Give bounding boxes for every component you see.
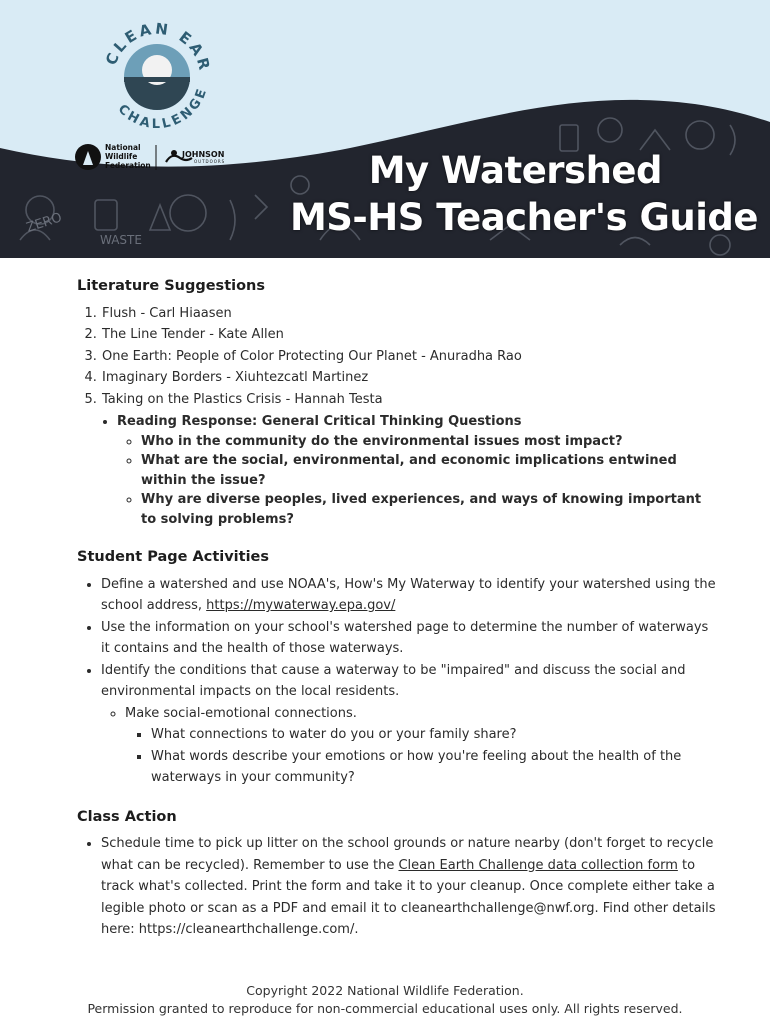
literature-heading: Literature Suggestions: [77, 278, 266, 294]
list-item: 3. One Earth: People of Color Protecting Our Planet - Anuradha Rao: [101, 346, 717, 368]
reading-response: [117, 412, 717, 529]
nwf-name-line2: Wildlife: [105, 152, 138, 161]
title-line-2: MS-HS Teacher's Guide: [289, 196, 758, 239]
permission-text: Permission granted to reproduce for non-commercial educational uses only. All rights reserved.: [87, 1001, 683, 1016]
list-item: • Use the information on your school's watershed page to determine the number of waterways it contains and the health of those waterways.: [101, 617, 717, 660]
class-action-heading: Class Action: [77, 808, 177, 825]
list-item: • Identify the conditions that cause a waterway to be "impaired" and discuss the social and environmental impacts on the local residents. ◦ Make social-emotional connections. ▪ What connections to water do you or your family share? ▪ What words describe your emotions or how you're feeling about the health of the waterways in your community?: [101, 660, 717, 789]
list-item: 2. The Line Tender - Kate Allen: [101, 324, 717, 346]
list-item: ◦ What are the social, environmental, and economic implications entwined within the issue?: [141, 451, 717, 490]
list-item: • Schedule time to pick up litter on the school grounds or nature nearby (don't forget to recycle what can be recycled). Remember to use the Clean Earth Challenge data collection form to track what's collected. Print the form and take it to your cleanup. Once complete either take a legible photo or scan as a PDF and email it to cleanearthchallenge@nwf.org. Find other details here: https://cleanearthchallenge.com/.: [101, 833, 717, 941]
list-item: ◦ Who in the community do the environmental issues most impact?: [141, 432, 717, 452]
nwf-name-line3: Federation: [105, 161, 151, 170]
list-item: ▪ What connections to water do you or your family share?: [151, 724, 717, 746]
student-heading: Student Page Activities: [77, 549, 270, 565]
nwf-name-line1: National: [105, 143, 141, 152]
page-title: [290, 148, 758, 242]
main-content: [77, 276, 717, 941]
mywaterway-link[interactable]: https://mywaterway.epa.gov/: [206, 598, 396, 613]
data-collection-form-link[interactable]: Clean Earth Challenge data collection form: [398, 857, 678, 873]
list-item: • Define a watershed and use NOAA's, How's My Waterway to identify your watershed using the school address, https://mywaterway.epa.gov/: [101, 574, 717, 617]
clean-earth-challenge-logo: [92, 12, 222, 142]
list-item: ◦ Make social-emotional connections. ▪ What connections to water do you or your family share? ▪ What words describe your emotions or how you're feeling about the health of the waterways in your community?: [125, 703, 717, 789]
header-banner: [0, 0, 770, 258]
list-item: 1. Flush - Carl Hiaasen: [101, 303, 717, 325]
bg-word: WASTE: [100, 233, 142, 247]
footer: [0, 982, 770, 1018]
list-item: 4. Imaginary Borders - Xiuhtezcatl Martinez: [101, 367, 717, 389]
list-item: ▪ What words describe your emotions or how you're feeling about the health of the waterways in your community?: [151, 746, 717, 789]
class-action-section: [77, 807, 717, 941]
list-item: ◦ Why are diverse peoples, lived experiences, and ways of knowing important to solving problems?: [141, 490, 717, 529]
johnson-name: JOHNSON: [182, 150, 225, 159]
activity-list: [101, 574, 717, 789]
partner-logos: [74, 140, 254, 174]
johnson-sub: OUTDOORS: [194, 159, 226, 164]
book-list: [101, 303, 717, 411]
reading-response-label: Reading Response: General Critical Thinking Questions: [117, 414, 522, 429]
copyright-text: Copyright 2022 National Wildlife Federation.: [246, 983, 524, 998]
question-list: [141, 432, 717, 530]
logo-text-bottom: CHALLENGE: [114, 84, 211, 133]
list-item: 5. Taking on the Plastics Crisis - Hannah Testa: [101, 389, 717, 411]
title-line-1: My Watershed: [368, 149, 662, 192]
literature-section: [77, 276, 717, 529]
bg-word: ZERO: [24, 210, 64, 236]
student-activities-section: [77, 547, 717, 789]
logo-text-top: CLEAN EAR: [101, 19, 214, 74]
